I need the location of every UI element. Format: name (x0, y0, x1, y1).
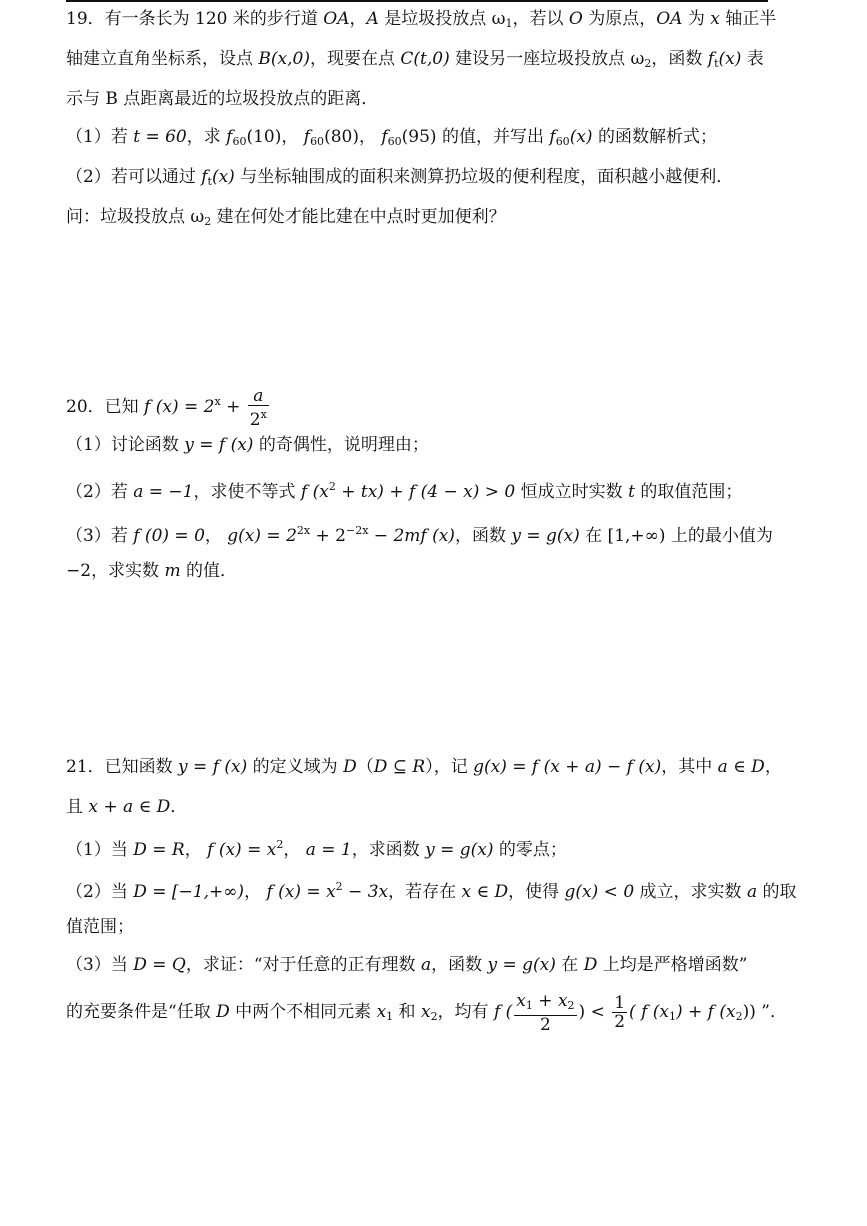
q20-part-3-cont: −2，求实数 m 的值． (66, 561, 237, 581)
q19-part-2: （2）若可以通过 $f_t(x)$ 与坐标轴围成的面积来测算扔垃圾的便利程度，面积越小越便利． (66, 167, 734, 188)
q21-line-2: 且 x + a ∈ D． (66, 797, 188, 817)
q20-line-1: 20．已知 f $(x) = 2^x$ + $\frac{a}{2^x}$ (66, 385, 267, 430)
q20-part-3: （3）若 f (0) = 0， $g(x) = 2^{2x} + 2^{-2x} - 2mf$ (x)，函数 y = g(x) 在 [1,+∞) 上的最小值为 (66, 524, 773, 546)
q19-line-2: 轴建立直角坐标系，设点 B(x,0)，现要在点 C(t,0) 建设另一座垃圾投放点 $\omega_2$，函数 $f_t(x)$ 表 (66, 49, 764, 70)
q21-line-1: 21．已知函数 y = f (x) 的定义域为 D（D ⊆ R），记 g(x) = f (x + a) − f (x)，其中 a ∈ D， (66, 757, 782, 777)
q21-part-2: （2）当 D = [−1,+∞)， f $(x) = x^2 - 3x$，若存在 x ∈ D，使得 g(x) < 0 成立，求实数 a 的取 (66, 880, 797, 902)
q19-line-1: 19．有一条长为 120 米的步行道 OA，A 是垃圾投放点 $\omega_1$，若以 O 为原点，OA 为 x 轴正半 (66, 9, 777, 30)
q19-line-3: 示与 B 点距离最近的垃圾投放点的距离． (66, 89, 379, 109)
q21-part-2-cont: 值范围； (66, 917, 134, 937)
q21-half-fraction: $\frac{1}{2}$ (614, 993, 626, 1032)
q19-part-1: （1）若 t = 60，求 $f_{60}(10)$， $f_{60}(80)$， $f_{60}(95)$ 的值，并写出 $f_{60}(x)$ 的函数解析式； (66, 127, 717, 148)
q21-midpoint-fraction: $\frac{x_1 + x_2}{2}$ (516, 990, 575, 1035)
q21-part-3-cont: 的充要条件是“任取 D 中两个不相同元素 $x_1$ 和 $x_2$，均有 f ( $\frac{x_1 + x_2}{2}$ ) < $\frac{1}{2}$ ( f $(x_1) + f$ $(x_2)$) ”． (66, 990, 787, 1035)
q20-fraction: $\frac{a}{2^x}$ (249, 385, 267, 430)
q20-part-1: （1）讨论函数 y = f (x) 的奇偶性，说明理由； (66, 435, 429, 455)
q21-part-3: （3）当 D = Q，求证：“对于任意的正有理数 a，函数 y = g(x) 在 D 上均是严格增函数” (66, 955, 748, 975)
q19-part-2-question: 问：垃圾投放点 $\omega_2$ 建在何处才能比建在中点时更加便利？ (66, 207, 506, 228)
q20-part-2: （2）若 a = −1，求使不等式 f $(x^2 + tx) + f$ (4 − x) > 0 恒成立时实数 t 的取值范围； (66, 480, 743, 502)
q21-part-1: （1）当 D = R， f $(x) = x^2$， a = 1，求函数 y = g(x) 的零点； (66, 838, 567, 860)
